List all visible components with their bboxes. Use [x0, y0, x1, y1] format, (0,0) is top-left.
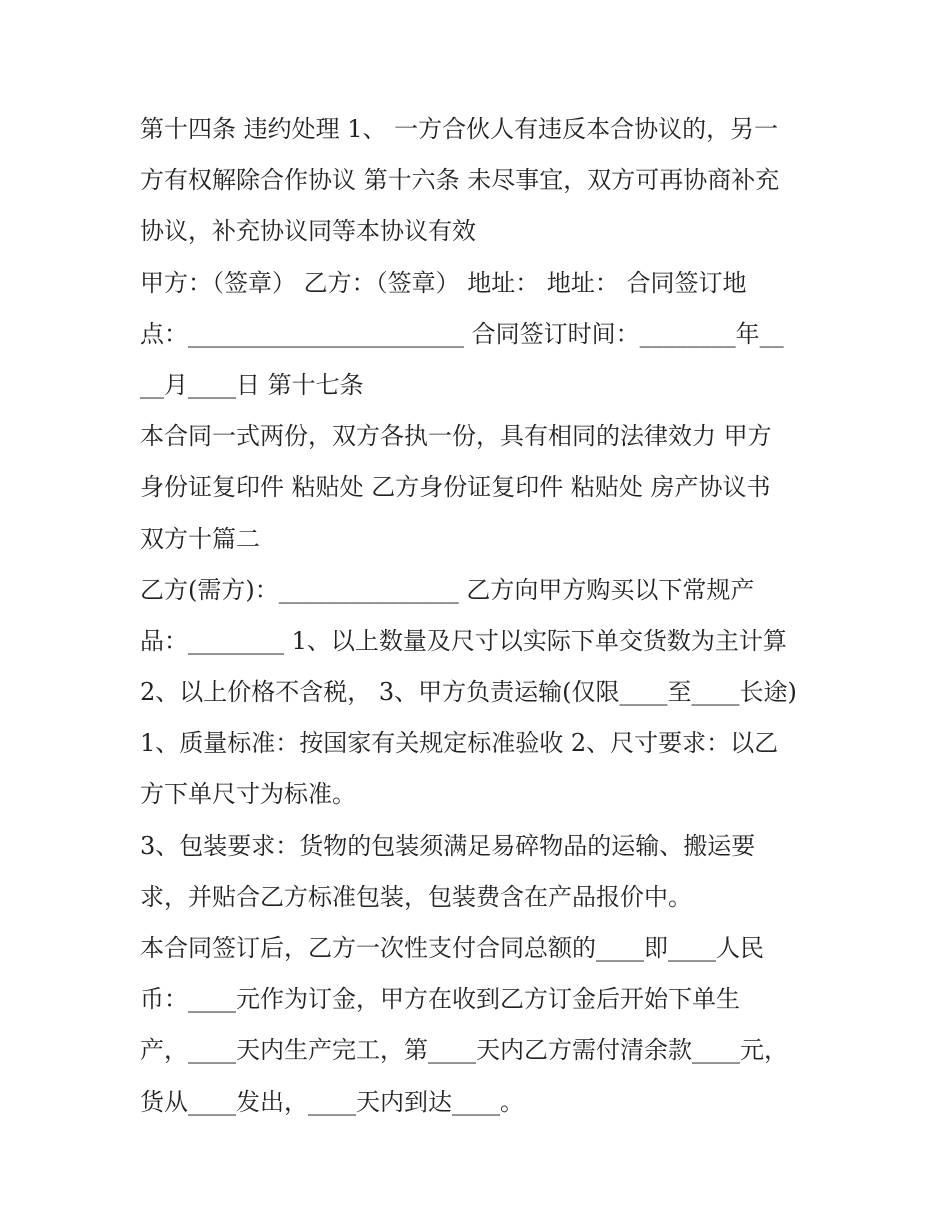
text-line: 方有权解除合作协议 第十六条 未尽事宜，双方可再协商补充 [140, 166, 780, 195]
text-line: 本合同一式两份，双方各执一份，具有相同的法律效力 甲方 [140, 422, 772, 451]
text-line: 本合同签订后，乙方一次性支付合同总额的____即____人民 [140, 934, 764, 962]
text-line: 方下单尺寸为标准。 [140, 780, 356, 809]
text-line: __月____日 第十七条 [140, 370, 364, 399]
text-line: 求，并贴合乙方标准包装，包装费含在产品报价中。 [140, 882, 692, 911]
document-body [140, 104, 820, 1128]
text-line: 点：_______________________ 合同签订时间：________年__ [140, 319, 784, 348]
text-line: 乙方(需方)：_______________ 乙方向甲方购买以下常规产 [140, 575, 755, 604]
text-line: 身份证复印件 粘贴处 乙方身份证复印件 粘贴处 房产协议书 [140, 473, 771, 502]
text-line: 币：____元作为订金，甲方在收到乙方订金后开始下单生 [140, 985, 740, 1014]
text-line: 双方十篇二 [140, 524, 260, 553]
text-line: 甲方：（签章） 乙方：（签章） 地址： 地址： 合同签订地 [140, 268, 747, 297]
text-line: 协议，补充协议同等本协议有效 [140, 217, 476, 246]
text-line: 1、质量标准：按国家有关规定标准验收 2、尺寸要求：以乙 [140, 729, 779, 758]
text-line: 货从____发出，____天内到达____。 [140, 1087, 524, 1116]
text-line: 第十四条 违约处理 1、 一方合伙人有违反本合协议的，另一 [140, 115, 779, 143]
text-line: 3、包装要求：货物的包装须满足易碎物品的运输、搬运要 [140, 831, 756, 860]
text-line: 品：________ 1、以上数量及尺寸以实际下单交货数为主计算 [140, 626, 787, 655]
text-line: 产，____天内生产完工，第____天内乙方需付清余款____元， [140, 1036, 788, 1065]
text-line: 2、以上价格不含税， 3、甲方负责运输(仅限____至____长途) [140, 678, 797, 707]
